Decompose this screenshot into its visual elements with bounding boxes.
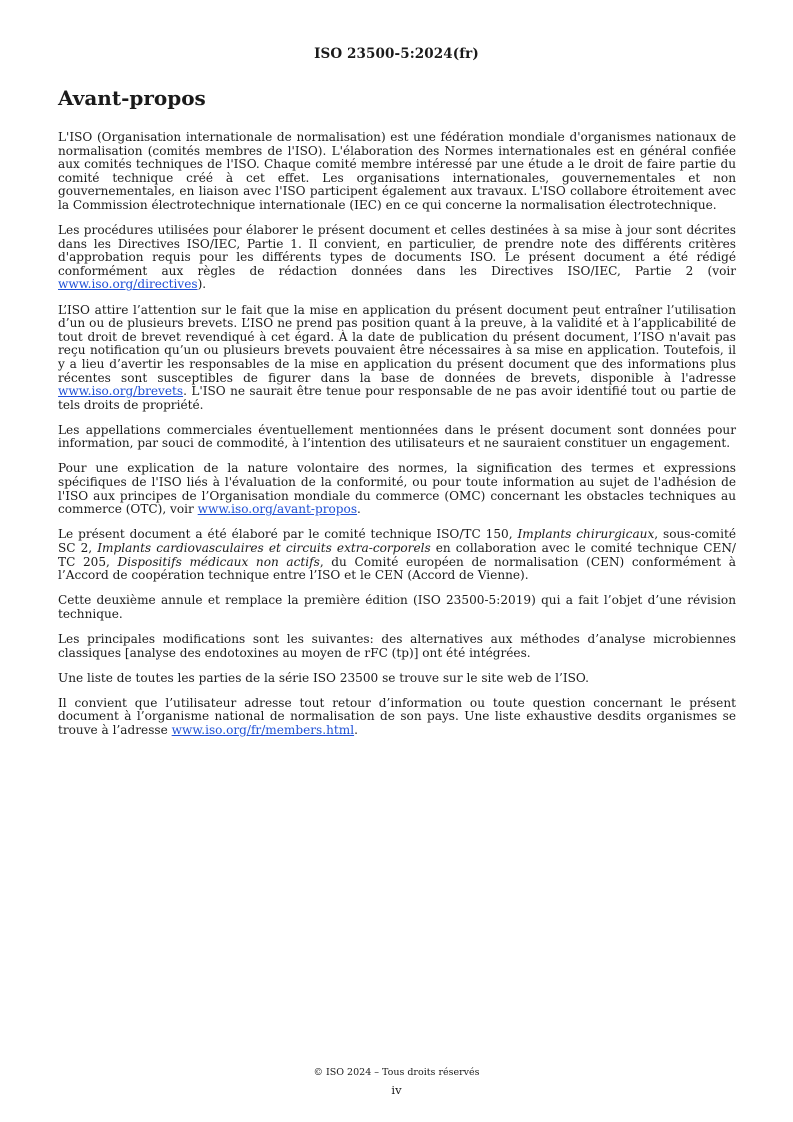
text-segment: Les procédures utilisées pour élaborer le présent document et celles destinées à sa mise à jour sont décrites dans les Directives ISO/IEC, Partie 1. Il convient, en particulier, de prendre note des différents critères d'approbation requis pour les différents types de documents ISO. Le présent document a été rédigé conformément aux règles de rédaction données dans les Directives ISO/IEC, Partie 2 (voir	[58, 223, 736, 278]
paragraph-committee	[58, 528, 736, 582]
text-segment: en collaboration avec le comité technique CEN/ TC 205,	[58, 540, 737, 569]
paragraph-series-list: Une liste de toutes les parties de la série ISO 23500 se trouve sur le site web de l’ISO.	[58, 670, 589, 685]
footer-copyright: © ISO 2024 – Tous droits réservés	[313, 1067, 480, 1078]
text-segment: .	[357, 502, 361, 517]
text-segment: L’ISO attire l’attention sur le fait que la mise en application du présent document peut entraîner l’utilisation d’un ou de plusieurs brevets. L’ISO ne prend pas position quant à la preuve, à la validité et à l’applicabilité de tout droit de brevet revendiqué à cet égard. À la date de publication du présent document, l’ISO n'avait pas reçu notification qu’un ou plusieurs brevets pouvaient être nécessaires à sa mise en application. Toutefois, il y a lieu d’avertir les responsables de la mise en application du présent document que des informations plus récentes sont susceptibles de figurer dans la base de données de brevets, disponible à l'adresse	[58, 302, 736, 385]
link-patents[interactable]: www.iso.org/brevets	[58, 384, 184, 399]
subcommittee-title: Implants cardiovasculaires et circuits extra-corporels	[97, 540, 431, 555]
paragraph-procedures	[58, 224, 736, 292]
cen-committee-title: Dispositifs médicaux non actifs	[117, 554, 320, 569]
paragraph-changes: Les principales modifications sont les suivantes: des alternatives aux méthodes d’analyse microbiennes classiques [analyse des endotoxines au moyen de rFC (tp)] ont été intégrées.	[58, 631, 736, 660]
paragraph-voluntary-nature	[58, 462, 736, 516]
committee-title: Implants chirurgicaux	[517, 527, 655, 542]
text-segment: ).	[197, 277, 207, 292]
text-segment: . L'ISO ne saurait être tenue pour responsable de ne pas avoir identifié tout ou partie de tels droits de propriété.	[58, 384, 736, 412]
paragraph-iso-overview: L'ISO (Organisation internationale de normalisation) est une fédération mondiale d'organismes nationaux de normalisation (comités membres de l'ISO). L'élaboration des Normes internationales est en général confiée aux comités techniques de l'ISO. Chaque comité membre intéressé par une étude a le droit de faire partie du comité technique créé à cet effet. Les organisations internationales, gouvernementales et non gouvernementales, en liaison avec l'ISO participent également aux travaux. L'ISO collabore étroitement avec la Commission électrotechnique internationale (IEC) en ce qui concerne la normalisation électrotechnique.	[58, 130, 736, 212]
link-directives[interactable]: www.iso.org/directives	[58, 277, 198, 292]
text-segment: .	[354, 722, 358, 737]
foreword-body	[58, 131, 736, 749]
document-header: ISO 23500-5:2024(fr)	[314, 46, 479, 62]
paragraph-trade-names: Les appellations commerciales éventuellement mentionnées dans le présent document sont données pour information, par souci de commodité, à l’intention des utilisateurs et ne sauraient constituer un engagement.	[58, 422, 736, 451]
text-segment: Pour une explication de la nature volontaire des normes, la signification des termes et expressions spécifiques de l'ISO liés à l'évaluation de la conformité, ou pour toute information au sujet de l'adhésion de l'ISO aux principes de l’Organisation mondiale du commerce (OMC) concernant les obstacles techniques au commerce (OTC), voir	[58, 461, 736, 517]
paragraph-patents	[58, 304, 736, 413]
text-segment: Il convient que l’utilisateur adresse tout retour d’information ou toute question concernant le présent document à l’organisme national de normalisation de son pays. Une liste exhaustive desdits organismes se trouve à l’adresse	[58, 695, 736, 737]
text-segment: , du Comité européen de normalisation (CEN) conformément à l’Accord de coopération technique entre l’ISO et le CEN (Accord de Vienne).	[58, 554, 737, 583]
paragraph-feedback	[58, 697, 736, 738]
page-number: iv	[391, 1083, 402, 1097]
section-title: Avant-propos	[58, 86, 206, 110]
link-foreword[interactable]: www.iso.org/avant-propos	[197, 502, 358, 517]
text-segment: , sous-comité SC 2,	[58, 527, 736, 555]
link-members[interactable]: www.iso.org/fr/members.html	[171, 722, 355, 737]
text-segment: Le présent document a été élaboré par le comité technique ISO/TC 150,	[58, 527, 518, 542]
paragraph-edition: Cette deuxième annule et remplace la première édition (ISO 23500-5:2019) qui a fait l’objet d’une révision technique.	[58, 593, 736, 621]
